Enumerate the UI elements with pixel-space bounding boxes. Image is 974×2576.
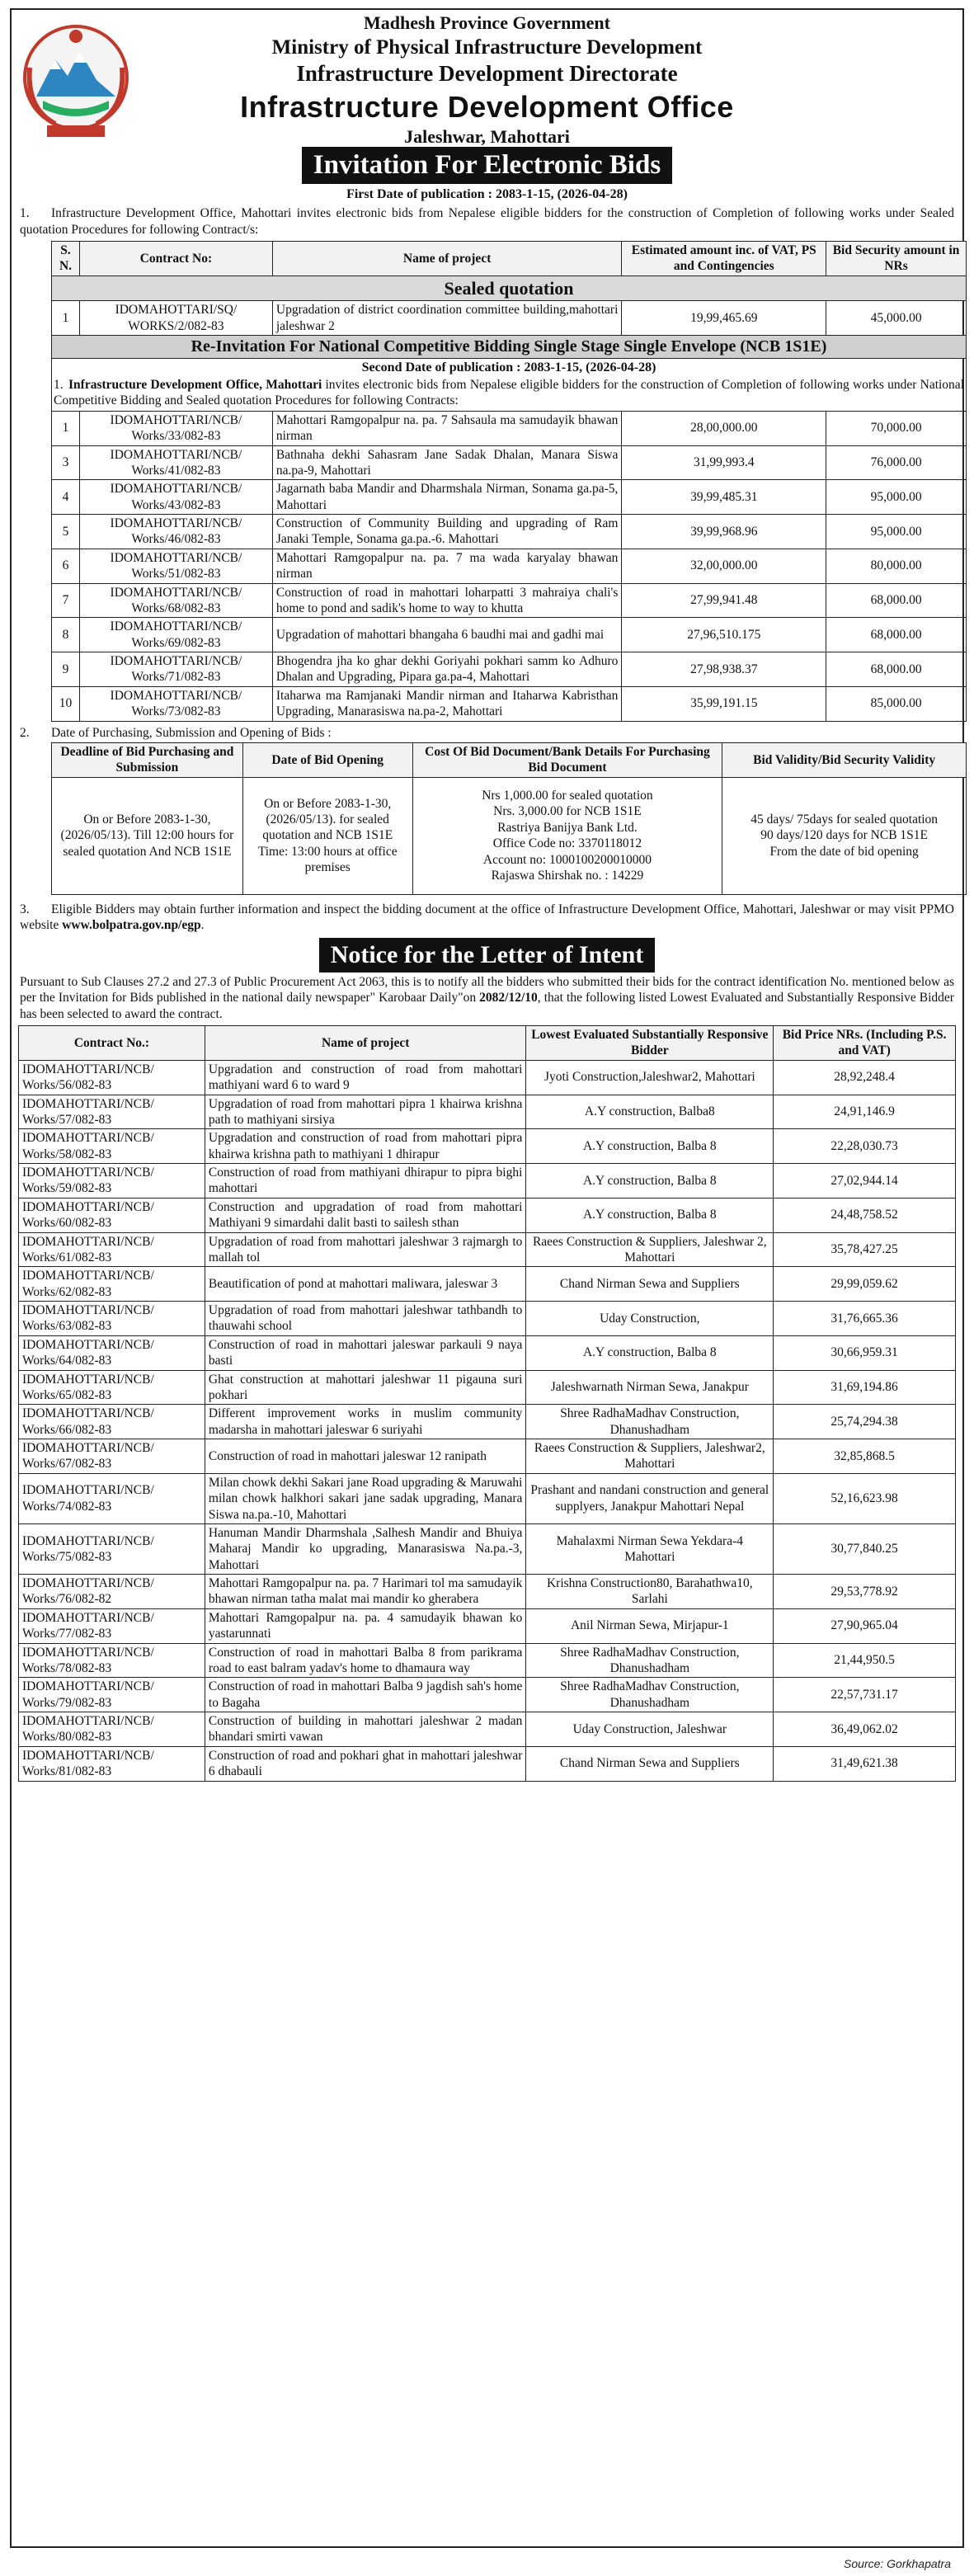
intro-paragraph — [20, 205, 954, 238]
office-name: Infrastructure Development Office, Mahottari — [68, 378, 322, 392]
table-row — [52, 652, 967, 687]
contract-cell: IDOMAHOTTARI/NCB/ Works/71/082-83 — [79, 652, 272, 687]
amount-cell: 31,99,993.4 — [622, 445, 826, 480]
bidder-cell: Krishna Construction80, Barahathwa10, Sarlahi — [526, 1575, 774, 1609]
contract-cell: IDOMAHOTTARI/NCB/ Works/62/082-83 — [19, 1267, 205, 1302]
table-row — [52, 686, 967, 721]
contract-cell: IDOMAHOTTARI/NCB/ Works/76/082-82 — [19, 1575, 205, 1609]
price-cell: 25,74,294.38 — [774, 1405, 956, 1439]
security-cell: 68,000.00 — [826, 618, 967, 652]
price-cell: 31,49,621.38 — [774, 1746, 956, 1781]
price-cell: 29,53,778.92 — [774, 1575, 956, 1609]
dates-table-header — [52, 742, 967, 777]
price-cell: 31,76,665.36 — [774, 1302, 956, 1336]
info-paragraph: 3. Eligible Bidders may obtain further information and inspect the bidding document at the office of Infrastructure Development Office, Mahottari, Jaleshwar or may visit PPMO website www.bolpatra.gov.np/egp. — [20, 902, 954, 932]
header-cell: Name of project — [272, 242, 622, 276]
sn-cell: 1 — [52, 411, 80, 445]
header-cell: S. N. — [52, 242, 80, 276]
bidder-cell: Chand Nirman Sewa and Suppliers — [526, 1267, 774, 1302]
contract-cell: IDOMAHOTTARI/NCB/ Works/73/082-83 — [79, 686, 272, 721]
contract-cell: IDOMAHOTTARI/SQ/ WORKS/2/082-83 — [79, 301, 272, 336]
price-cell: 22,57,731.17 — [774, 1678, 956, 1712]
table-row — [19, 1523, 956, 1574]
header-cell: Estimated amount inc. of VAT, PS and Contingencies — [622, 242, 826, 276]
price-cell: 27,02,944.14 — [774, 1164, 956, 1199]
notice-date: 2082/12/10 — [479, 991, 538, 1005]
sn-cell: 10 — [52, 686, 80, 721]
contract-cell: IDOMAHOTTARI/NCB/ Works/67/082-83 — [19, 1439, 205, 1474]
contract-cell: IDOMAHOTTARI/NCB/ Works/69/082-83 — [79, 618, 272, 652]
notice-paragraph — [20, 974, 954, 1022]
header-cell: Contract No: — [79, 242, 272, 276]
project-cell: Upgradation of district coordination committee building,mahottari jaleshwar 2 — [272, 301, 622, 336]
table-row — [52, 549, 967, 583]
bidder-cell: A.Y construction, Balba 8 — [526, 1164, 774, 1199]
project-cell: Upgradation of road from mahottari jaleshwar tathbandh to thauwahi school — [205, 1302, 526, 1336]
project-cell: Mahottari Ramgopalpur na. pa. 7 ma wada karyalay bhawan nirman — [272, 549, 622, 583]
table-row — [19, 1302, 956, 1336]
notice-text-a: Pursuant to Sub Clauses 27.2 and 27.3 of Public Procurement Act 2063, this is to notify all the bidders who submitted their bids for the contract identification No. mentioned below as per the Invitation for Bids published in the national daily newspaper" Karobaar Daily"on — [20, 974, 954, 1005]
amount-cell: 27,98,938.37 — [622, 652, 826, 687]
cost-cell: Nrs 1,000.00 for sealed quotation Nrs. 3,000.00 for NCB 1S1E Rastriya Banijya Bank Ltd. Office Code no: 3370118012 Account no: 1000100200010000 Rajaswa Shirshak no. : 14229 — [412, 777, 722, 894]
project-cell: Mahottari Ramgopalpur na. pa. 4 samudayik bhawan ko yastarunnati — [205, 1608, 526, 1643]
contract-cell: IDOMAHOTTARI/NCB/ Works/65/082-83 — [19, 1370, 205, 1405]
bidder-cell: Jyoti Construction,Jaleshwar2, Mahottari — [526, 1060, 774, 1095]
project-cell: Construction of road from mathiyani dhirapur to pipra bighi mahottari — [205, 1164, 526, 1199]
contract-cell: IDOMAHOTTARI/NCB/ Works/43/082-83 — [79, 480, 272, 515]
para-number: 1. — [20, 206, 30, 221]
project-cell: Construction of road in mahottari loharpatti 3 mahraiya chali's home to pond and sadik's home to way to khutta — [272, 583, 622, 618]
table-row — [19, 1129, 956, 1164]
price-cell: 36,49,062.02 — [774, 1712, 956, 1747]
header — [12, 12, 962, 145]
header-cell: Deadline of Bid Purchasing and Submission — [52, 742, 243, 777]
header-line-5: Jaleshwar, Mahottari — [404, 125, 570, 147]
project-cell: Hanuman Mandir Dharmshala ,Salhesh Mandir and Bhuiya Maharaj Mandir ko upgrading, Manarasiswa Na.pa.-3, Mahottari — [205, 1523, 526, 1574]
project-cell: Construction of building in mahottari jaleshwar 2 madan bhandari smirti vawan — [205, 1712, 526, 1747]
project-cell: Jagarnath baba Mandir and Dharmshala Nirman, Sonama ga.pa-5, Mahottari — [272, 480, 622, 515]
header-line-4: Infrastructure Development Office — [240, 89, 734, 124]
sn-cell: 6 — [52, 549, 80, 583]
sn-cell: 1 — [52, 301, 80, 336]
security-cell: 68,000.00 — [826, 583, 967, 618]
bidder-cell: Anil Nirman Sewa, Mirjapur-1 — [526, 1608, 774, 1643]
table-row — [52, 411, 967, 445]
price-cell: 22,28,030.73 — [774, 1129, 956, 1164]
sn-cell: 3 — [52, 445, 80, 480]
section-label: Re-Invitation For National Competitive Bidding Single Stage Single Envelope (NCB 1S1E) — [52, 336, 967, 359]
table-row — [19, 1164, 956, 1199]
deadline-cell: On or Before 2083-1-30, (2026/05/13). Till 12:00 hours for sealed quotation And NCB 1S1E — [52, 777, 243, 894]
project-cell: Bhogendra jha ko ghar dekhi Goriyahi pokhari samm ko Adhuro Dhalan and Upgrading, Pipara ga.pa-4, Mahottari — [272, 652, 622, 687]
contract-cell: IDOMAHOTTARI/NCB/ Works/60/082-83 — [19, 1198, 205, 1232]
sn-cell: 4 — [52, 480, 80, 515]
dates-table — [51, 742, 967, 895]
validity-cell: 45 days/ 75days for sealed quotation 90 days/120 days for NCB 1S1E From the date of bid opening — [722, 777, 967, 894]
contract-cell: IDOMAHOTTARI/NCB/ Works/74/082-83 — [19, 1473, 205, 1523]
contract-cell: IDOMAHOTTARI/NCB/ Works/33/082-83 — [79, 411, 272, 445]
price-cell: 52,16,623.98 — [774, 1473, 956, 1523]
table-row — [19, 1232, 956, 1267]
project-cell: Ghat construction at mahottari jaleshwar 11 pigauna suri pokhari — [205, 1370, 526, 1405]
section-row — [52, 336, 967, 359]
bidder-cell: A.Y construction, Balba 8 — [526, 1129, 774, 1164]
source-credit: Source: Gorkhapatra — [844, 2556, 951, 2570]
bidder-cell: A.Y construction, Balba8 — [526, 1095, 774, 1129]
para-number: 3. — [20, 902, 30, 916]
ppmo-link[interactable]: www.bolpatra.gov.np/egp — [62, 918, 201, 932]
dates-paragraph — [20, 725, 954, 741]
ncb-rows — [52, 411, 967, 721]
table-row — [19, 1439, 956, 1474]
project-cell: Construction of road in mahottari jaleswar 12 ranipath — [205, 1439, 526, 1474]
header-cell: Cost Of Bid Document/Bank Details For Purchasing Bid Document — [412, 742, 722, 777]
project-cell: Upgradation of mahottari bhangaha 6 baudhi mai and gadhi mai — [272, 618, 622, 652]
project-cell: Construction of Community Building and upgrading of Ram Janaki Temple, Sonama ga.pa.-6. Mahottari — [272, 515, 622, 549]
header-cell: Bid Validity/Bid Security Validity — [722, 742, 967, 777]
intent-table — [18, 1025, 956, 1782]
sn-cell: 7 — [52, 583, 80, 618]
price-cell: 31,69,194.86 — [774, 1370, 956, 1405]
dates-text: Date of Purchasing, Submission and Opening of Bids : — [51, 725, 332, 740]
contract-cell: IDOMAHOTTARI/NCB/ Works/57/082-83 — [19, 1095, 205, 1129]
contract-cell: IDOMAHOTTARI/NCB/ Works/66/082-83 — [19, 1405, 205, 1439]
table-row — [52, 515, 967, 549]
price-cell: 30,77,840.25 — [774, 1523, 956, 1574]
contract-cell: IDOMAHOTTARI/NCB/ Works/64/082-83 — [19, 1335, 205, 1370]
nepal-emblem-icon — [18, 18, 134, 142]
project-cell: Upgradation of road from mahottari pipra 1 khairwa krishna path to mathiyani sirsiya — [205, 1095, 526, 1129]
contract-cell: IDOMAHOTTARI/NCB/ Works/51/082-83 — [79, 549, 272, 583]
price-cell: 24,91,146.9 — [774, 1095, 956, 1129]
contract-cell: IDOMAHOTTARI/NCB/ Works/81/082-83 — [19, 1746, 205, 1781]
header-cell: Date of Bid Opening — [242, 742, 412, 777]
header-cell: Bid Price NRs. (Including P.S. and VAT) — [774, 1026, 956, 1061]
amount-cell: 39,99,968.96 — [622, 515, 826, 549]
contract-cell: IDOMAHOTTARI/NCB/ Works/41/082-83 — [79, 445, 272, 480]
table-row — [19, 1643, 956, 1678]
contract-cell: IDOMAHOTTARI/NCB/ Works/61/082-83 — [19, 1232, 205, 1267]
table-row — [19, 1335, 956, 1370]
notice-page — [10, 8, 964, 2570]
project-cell: Different improvement works in muslim community madarsha in mahottari jaleswar 6 suriyahi — [205, 1405, 526, 1439]
project-cell: Construction and upgradation of road from mahottari Mathiyani 9 simardahi dalit basti to sailesh sthan — [205, 1198, 526, 1232]
table-row — [52, 445, 967, 480]
amount-cell: 27,99,941.48 — [622, 583, 826, 618]
project-cell: Upgradation and construction of road from mahottari pipra khairwa krishna path to mathiyani 1 dhirapur — [205, 1129, 526, 1164]
price-cell: 27,90,965.04 — [774, 1608, 956, 1643]
table-row — [19, 1267, 956, 1302]
table-row — [19, 1608, 956, 1643]
project-cell: Beautification of pond at mahottari maliwara, jaleswar 3 — [205, 1267, 526, 1302]
sn-cell: 9 — [52, 652, 80, 687]
para-number: 1. — [54, 378, 64, 392]
bids-table — [51, 241, 967, 722]
section-row — [52, 275, 967, 301]
header-line-2: Ministry of Physical Infrastructure Development — [271, 35, 703, 59]
intent-rows — [19, 1060, 956, 1781]
table-row — [52, 777, 967, 894]
second-publication-date: Second Date of publication : 2083-1-15, (2026-04-28) — [361, 360, 656, 374]
project-cell: Mahottari Ramgopalpur na. pa. 7 Harimari tol ma samudayik bhawan nirman tatha malat mai mandir ko gherabera — [205, 1575, 526, 1609]
bidder-cell: A.Y construction, Balba 8 — [526, 1335, 774, 1370]
bidder-cell: Shree RadhaMadhav Construction, Dhanushadham — [526, 1678, 774, 1712]
contract-cell: IDOMAHOTTARI/NCB/ Works/63/082-83 — [19, 1302, 205, 1336]
security-cell: 95,000.00 — [826, 480, 967, 515]
bidder-cell: Uday Construction, — [526, 1302, 774, 1336]
table-row — [52, 301, 967, 336]
header-cell: Lowest Evaluated Substantially Responsive Bidder — [526, 1026, 774, 1061]
amount-cell: 32,00,000.00 — [622, 549, 826, 583]
table-row — [19, 1746, 956, 1781]
table-row — [19, 1198, 956, 1232]
security-cell: 80,000.00 — [826, 549, 967, 583]
amount-cell: 27,96,510.175 — [622, 618, 826, 652]
project-cell: Construction of road in mahottari jaleswar parkauli 9 naya basti — [205, 1335, 526, 1370]
project-cell: Itaharwa ma Ramjanaki Mandir nirman and Itaharwa Kabristhan Upgrading, Manarasiswa na.pa-2, Mahottari — [272, 686, 622, 721]
contract-cell: IDOMAHOTTARI/NCB/ Works/78/082-83 — [19, 1643, 205, 1678]
security-cell: 68,000.00 — [826, 652, 967, 687]
ncb-intro-paragraph — [54, 377, 964, 409]
contract-cell: IDOMAHOTTARI/NCB/ Works/46/082-83 — [79, 515, 272, 549]
table-row — [19, 1678, 956, 1712]
table-row — [19, 1370, 956, 1405]
amount-cell: 39,99,485.31 — [622, 480, 826, 515]
table-row — [19, 1405, 956, 1439]
security-cell: 76,000.00 — [826, 445, 967, 480]
sn-cell: 8 — [52, 618, 80, 652]
bidder-cell: Jaleshwarnath Nirman Sewa, Janakpur — [526, 1370, 774, 1405]
price-cell: 24,48,758.52 — [774, 1198, 956, 1232]
bidder-cell: Raees Construction & Suppliers, Jaleshwar2, Mahottari — [526, 1439, 774, 1474]
header-line-1: Madhesh Province Government — [363, 12, 610, 33]
bidder-cell: Uday Construction, Jaleshwar — [526, 1712, 774, 1747]
sn-cell: 5 — [52, 515, 80, 549]
contract-cell: IDOMAHOTTARI/NCB/ Works/80/082-83 — [19, 1712, 205, 1747]
price-cell: 32,85,868.5 — [774, 1439, 956, 1474]
contract-cell: IDOMAHOTTARI/NCB/ Works/75/082-83 — [19, 1523, 205, 1574]
intent-table-header — [19, 1026, 956, 1061]
page-title: Invitation For Electronic Bids — [302, 147, 672, 184]
para-number: 2. — [20, 725, 30, 740]
notice-text-b: , that the following listed Lowest Evaluated and Substantially Responsive Bidder has been selected to award the contract. — [20, 991, 954, 1021]
first-publication-date: First Date of publication : 2083-1-15, (2026-04-28) — [346, 187, 628, 202]
amount-cell: 28,00,000.00 — [622, 411, 826, 445]
amount-cell: 19,99,465.69 — [622, 301, 826, 336]
table-row — [19, 1060, 956, 1095]
bids-table-header — [52, 242, 967, 276]
info-text: Eligible Bidders may obtain further information and inspect the bidding document at the office of Infrastructure Development Office, Mahottari, Jaleshwar or may visit PPMO website — [20, 902, 954, 932]
contract-cell: IDOMAHOTTARI/NCB/ Works/68/082-83 — [79, 583, 272, 618]
contract-cell: IDOMAHOTTARI/NCB/ Works/79/082-83 — [19, 1678, 205, 1712]
project-cell: Mahottari Ramgopalpur na. pa. 7 Sahsaula ma samudayik bhawan nirman — [272, 411, 622, 445]
project-cell: Upgradation of road from mahottari jaleshwar 3 rajmargh to mallah tol — [205, 1232, 526, 1267]
header-line-3: Infrastructure Development Directorate — [296, 60, 678, 86]
bidder-cell: Prashant and nandani construction and general supplyers, Janakpur Mahottari Nepal — [526, 1473, 774, 1523]
bidder-cell: Shree RadhaMadhav Construction, Dhanushadham — [526, 1405, 774, 1439]
price-cell: 28,92,248.4 — [774, 1060, 956, 1095]
security-cell: 85,000.00 — [826, 686, 967, 721]
price-cell: 29,99,059.62 — [774, 1267, 956, 1302]
section-label: Sealed quotation — [52, 275, 967, 301]
header-cell: Bid Security amount in NRs — [826, 242, 967, 276]
table-row — [52, 480, 967, 515]
bidder-cell: Chand Nirman Sewa and Suppliers — [526, 1746, 774, 1781]
security-cell: 70,000.00 — [826, 411, 967, 445]
table-row — [19, 1575, 956, 1609]
contract-cell: IDOMAHOTTARI/NCB/ Works/56/082-83 — [19, 1060, 205, 1095]
table-row — [19, 1473, 956, 1523]
table-row — [19, 1095, 956, 1129]
bidder-cell: Raees Construction & Suppliers, Jaleshwar 2, Mahottari — [526, 1232, 774, 1267]
intro-text: Infrastructure Development Office, Mahottari invites electronic bids from Nepalese eligible bidders for the construction of Completion of following works under Sealed quotation Procedures for following Contract/s: — [20, 206, 954, 237]
table-row — [52, 618, 967, 652]
project-cell: Construction of road in mahottari Balba 9 jagdish sah's home to Bagaha — [205, 1678, 526, 1712]
bidder-cell: A.Y construction, Balba 8 — [526, 1198, 774, 1232]
contract-cell: IDOMAHOTTARI/NCB/ Works/59/082-83 — [19, 1164, 205, 1199]
bidder-cell: Shree RadhaMadhav Construction, Dhanushadham — [526, 1643, 774, 1678]
project-cell: Bathnaha dekhi Sahasram Jane Sadak Dhalan, Manara Siswa na.pa-9, Mahottari — [272, 445, 622, 480]
project-cell: Milan chowk dekhi Sakari jane Road upgrading & Maruwahi milan chowk halkhori sakari jane sadak upgrading, Manara Siswa na.pa.-10, Mahottari — [205, 1473, 526, 1523]
price-cell: 21,44,950.5 — [774, 1643, 956, 1678]
table-row — [52, 583, 967, 618]
header-cell: Name of project — [205, 1026, 526, 1061]
security-cell: 45,000.00 — [826, 301, 967, 336]
table-row — [19, 1712, 956, 1747]
price-cell: 35,78,427.25 — [774, 1232, 956, 1267]
notice-title: Notice for the Letter of Intent — [319, 938, 656, 972]
contract-cell: IDOMAHOTTARI/NCB/ Works/77/082-83 — [19, 1608, 205, 1643]
security-cell: 95,000.00 — [826, 515, 967, 549]
project-cell: Upgradation and construction of road from mahottari mathiyani ward 6 to ward 9 — [205, 1060, 526, 1095]
contract-cell: IDOMAHOTTARI/NCB/ Works/58/082-83 — [19, 1129, 205, 1164]
amount-cell: 35,99,191.15 — [622, 686, 826, 721]
price-cell: 30,66,959.31 — [774, 1335, 956, 1370]
project-cell: Construction of road and pokhari ghat in mahottari jaleshwar 6 dhabauli — [205, 1746, 526, 1781]
header-cell: Contract No.: — [19, 1026, 205, 1061]
project-cell: Construction of road in mahottari Balba 8 from parikrama road to east balram yadav's home to dhamaura way — [205, 1643, 526, 1678]
opening-cell: On or Before 2083-1-30, (2026/05/13). for sealed quotation and NCB 1S1E Time: 13:00 hours at office premises — [242, 777, 412, 894]
ncb-intro-text: invites electronic bids from Nepalese eligible bidders for the construction of Completion of following works under National Competitive Bidding and Sealed quotation Procedures for following Contracts: — [54, 378, 964, 408]
bidder-cell: Mahalaxmi Nirman Sewa Yekdara-4 Mahottari — [526, 1523, 774, 1574]
table-row — [52, 359, 967, 412]
